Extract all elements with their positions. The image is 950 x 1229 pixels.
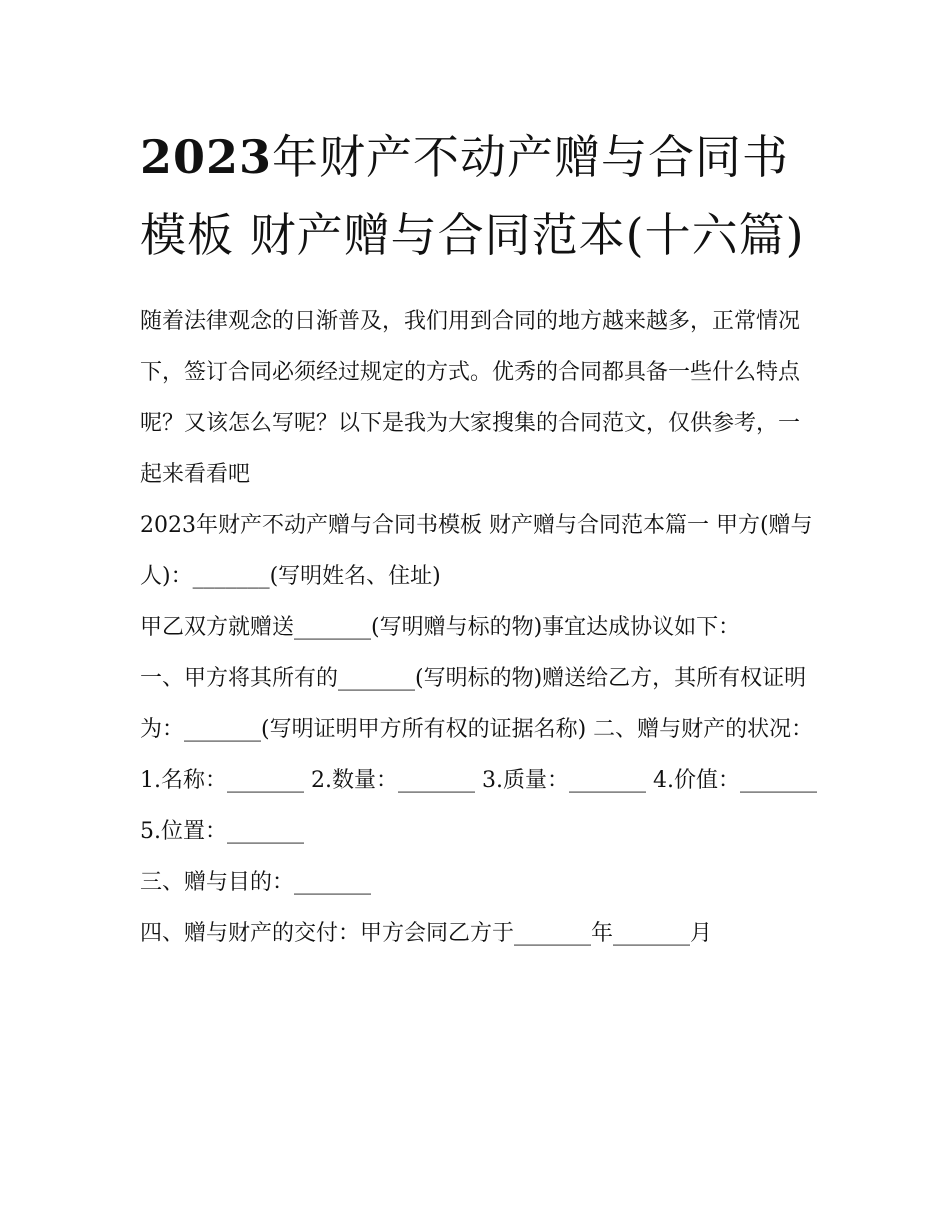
title-text: 年财产不动产赠与合同书模板 财产赠与合同范本(十六篇) xyxy=(140,130,805,262)
property-details-paragraph: 1.名称：_______ 2.数量：_______ 3.质量：_______ 4.价值：_______ 5.位置：_______ xyxy=(140,768,817,844)
clause-three-paragraph: 三、赠与目的：_______ xyxy=(140,870,372,895)
document-title xyxy=(140,118,820,274)
contract-heading-paragraph: 2023年财产不动产赠与合同书模板 财产赠与合同范本篇一 甲方(赠与人)：_______(写明姓名、住址) xyxy=(140,513,813,589)
agreement-paragraph: 甲乙双方就赠送_______(写明赠与标的物)事宜达成协议如下： xyxy=(140,615,741,640)
title-year: 2023 xyxy=(140,130,273,184)
document-body xyxy=(140,296,820,959)
document-page xyxy=(140,118,820,959)
clause-one-paragraph: 一、甲方将其所有的_______(写明标的物)赠送给乙方，其所有权证明为：_______(写明证明甲方所有权的证据名称) 二、赠与财产的状况： xyxy=(140,666,814,742)
intro-paragraph: 随着法律观念的日渐普及，我们用到合同的地方越来越多，正常情况下，签订合同必须经过规定的方式。优秀的合同都具备一些什么特点呢？又该怎么写呢？以下是我为大家搜集的合同范文，仅供参考，一起来看看吧 xyxy=(140,309,801,487)
clause-four-paragraph: 四、赠与财产的交付：甲方会同乙方于_______年_______月 xyxy=(140,921,713,946)
